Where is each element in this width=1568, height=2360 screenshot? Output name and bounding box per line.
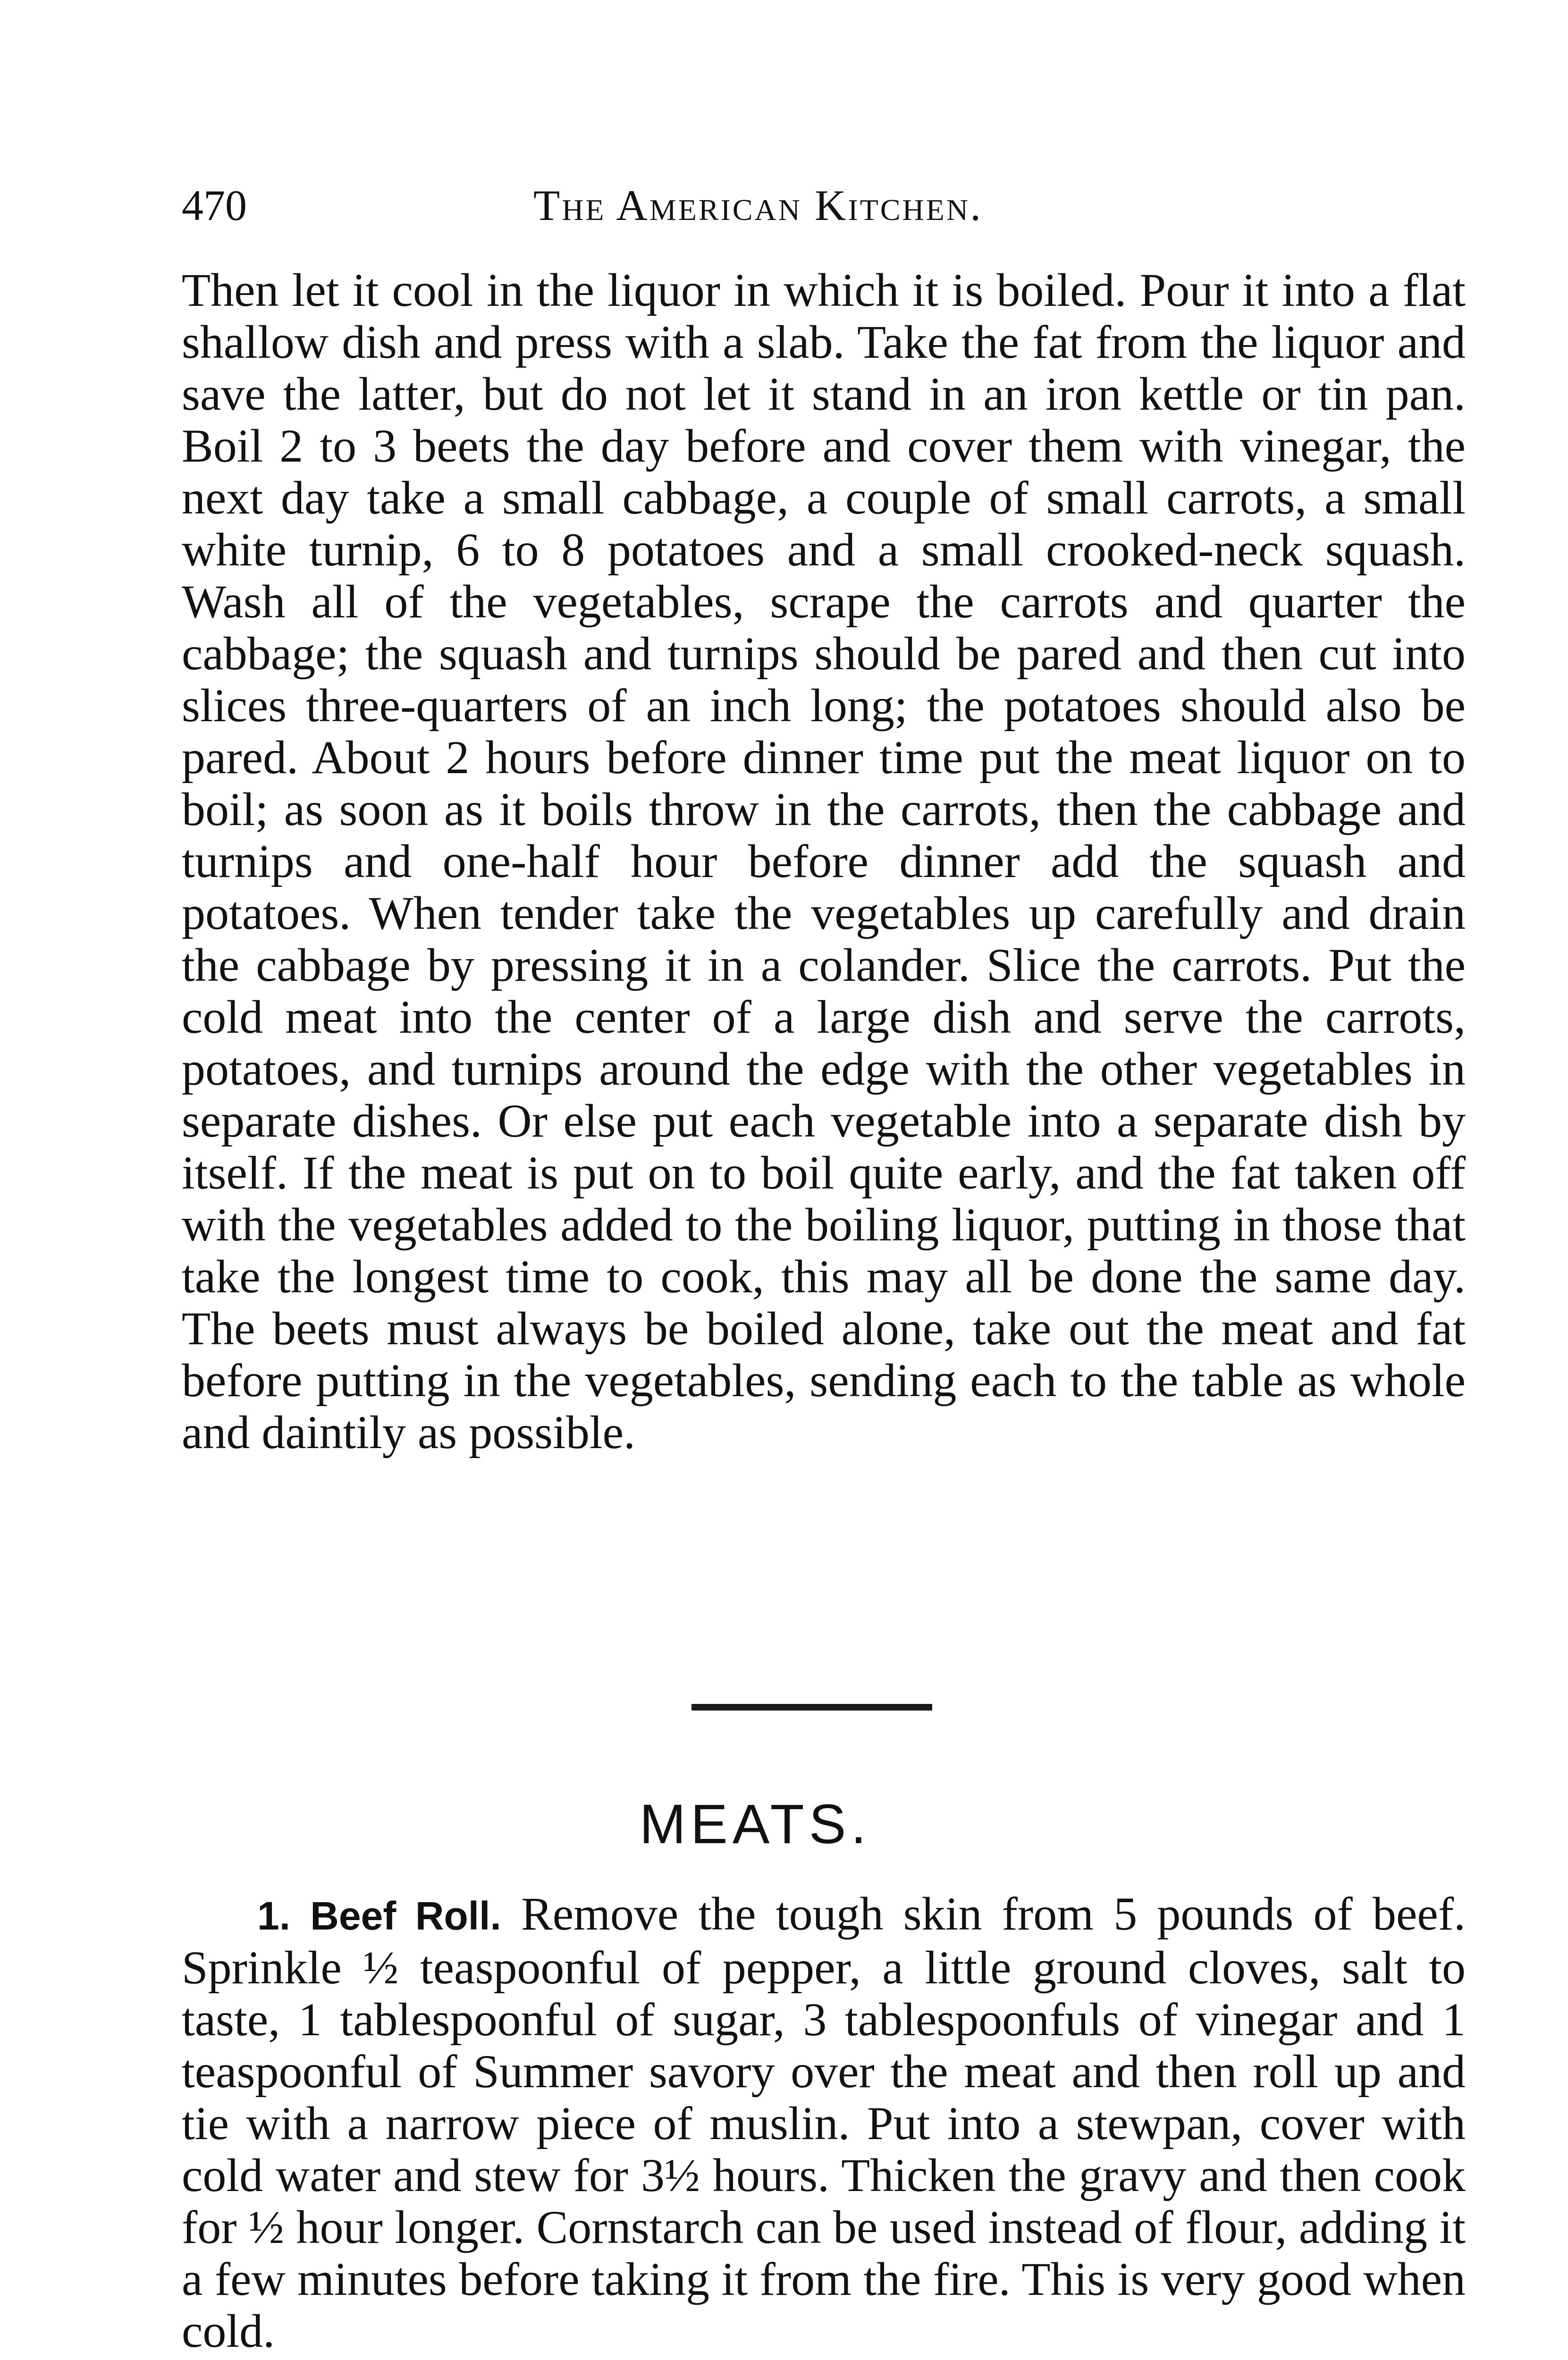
section-divider xyxy=(691,1704,932,1711)
running-head xyxy=(182,175,1466,236)
recipe-number: 1. xyxy=(257,1894,291,1938)
recipe-title: Beef Roll. xyxy=(310,1894,501,1938)
recipe-text: Remove the tough skin from 5 pounds of beef. Sprinkle ½ teaspoonful of pepper, a little ground cloves, salt to taste, 1 tablespoonful of sugar, 3 tablespoonfuls of vinegar and 1 teaspoonful of Summer savory over the meat and then roll up and tie with a narrow piece of muslin. Put into a stewpan, cover with cold water and stew for 3½ hours. Thicken the gravy and then cook for ½ hour longer. Cornstarch can be used instead of flour, adding it a few minutes before taking it from the fire. This is very good when cold. xyxy=(182,1888,1466,2357)
body-paragraph: Then let it cool in the liquor in which it is boiled. Pour it into a flat shallow dish and press with a slab. Take the fat from the liquor and save the latter, but do not let it stand in an iron kettle or tin pan. Boil 2 to 3 beets the day before and cover them with vinegar, the next day take a small cabbage, a couple of small carrots, a small white turnip, 6 to 8 potatoes and a small crooked-neck squash. Wash all of the vegetables, scrape the carrots and quarter the cabbage; the squash and turnips should be pared and then cut into slices three-quarters of an inch long; the potatoes should also be pared. About 2 hours before dinner time put the meat liquor on to boil; as soon as it boils throw in the carrots, then the cabbage and turnips and one-half hour before dinner add the squash and potatoes. When tender take the vegetables up carefully and drain the cabbage by pressing it in a colander. Slice the carrots. Put the cold meat into the center of a large dish and serve the carrots, potatoes, and turnips around the edge with the other vegetables in separate dishes. Or else put each vegetable into a separate dish by itself. If the meat is put on to boil quite early, and the fat taken off with the vegetables added to the boiling liquor, putting in those that take the longest time to cook, this may all be done the same day. The beets must always be boiled alone, take out the meat and fat before putting in the vegetables, sending each to the table as whole and daintily as possible. xyxy=(182,264,1466,1458)
book-title: The American Kitchen. xyxy=(533,181,983,229)
recipe-beef-roll xyxy=(182,1888,1466,2357)
section-heading: MEATS. xyxy=(639,1793,871,1855)
page-number: 470 xyxy=(182,181,247,229)
